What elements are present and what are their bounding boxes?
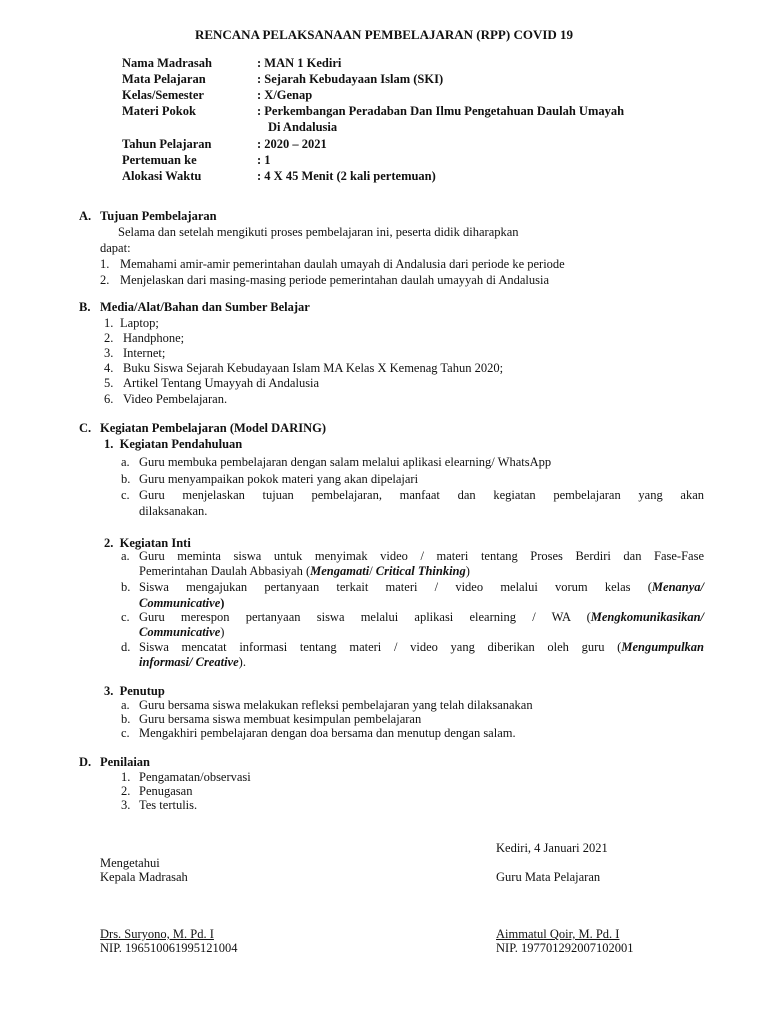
text: Guru merespon pertanyaan siswa melalui aplikasi elearning / WA ( — [139, 610, 591, 624]
identity-row — [122, 168, 436, 184]
document-title: RENCANA PELAKSANAAN PEMBELAJARAN (RPP) COVID 19 — [194, 27, 574, 42]
subsection-number: 2. — [104, 536, 114, 550]
list-marker: b. — [121, 712, 131, 726]
list-item: Guru menjelaskan tujuan pembelajaran, manfaat dan kegiatan pembelajaran yang akan — [139, 488, 704, 502]
list-number: 1. — [100, 257, 110, 271]
keyword: Menanya/ — [651, 580, 704, 594]
subsection-number: 1. — [104, 437, 114, 451]
identity-value: : 4 X 45 Menit (2 kali pertemuan) — [257, 169, 436, 183]
keyword: Communicative — [139, 596, 221, 610]
section-b-heading — [79, 299, 310, 315]
keyword: Mengamati — [310, 564, 370, 578]
teacher-nip: NIP. 197701292007102001 — [496, 941, 634, 955]
list-number: 6. — [104, 392, 114, 406]
list-item: Memahami amir-amir pemerintahan daulah umayah di Andalusia dari periode ke periode — [120, 257, 565, 271]
list-marker: a. — [121, 455, 130, 469]
keyword: Critical Thinking — [375, 564, 466, 578]
list-number: 2. — [104, 331, 114, 345]
section-title: Tujuan Pembelajaran — [100, 209, 217, 223]
identity-value: : Sejarah Kebudayaan Islam (SKI) — [257, 72, 444, 86]
list-number: 5. — [104, 376, 114, 390]
list-item: Handphone; — [123, 331, 185, 345]
section-a-heading — [79, 208, 217, 224]
acknowledged-label: Mengetahui — [100, 856, 160, 870]
list-item: Pengamatan/observasi — [139, 770, 251, 784]
list-item: Laptop; — [120, 316, 159, 330]
identity-row — [122, 152, 271, 168]
list-number: 2. — [121, 784, 131, 798]
subsection-title: Kegiatan Pendahuluan — [119, 437, 243, 451]
list-marker: b. — [121, 580, 131, 594]
principal-nip: NIP. 196510061995121004 — [100, 941, 238, 955]
section-letter: D. — [79, 755, 92, 769]
list-item: Guru membuka pembelajaran dengan salam melalui aplikasi elearning/ WhatsApp — [139, 455, 552, 469]
list-item: Penugasan — [139, 784, 193, 798]
list-number: 3. — [104, 346, 114, 360]
section-d-heading — [79, 754, 150, 770]
identity-key: Nama Madrasah — [122, 56, 212, 70]
identity-value: : Perkembangan Peradaban Dan Ilmu Pengetahuan Daulah Umayah — [257, 104, 625, 118]
identity-value-continuation: Di Andalusia — [268, 120, 338, 134]
identity-row — [122, 136, 327, 152]
list-marker: d. — [121, 640, 131, 654]
identity-value: : 2020 – 2021 — [257, 137, 327, 151]
list-item-cont — [139, 563, 470, 579]
section-c-heading — [79, 420, 326, 436]
principal-role: Kepala Madrasah — [100, 870, 188, 884]
list-item: Mengakhiri pembelajaran dengan doa bersama dan menutup dengan salam. — [139, 726, 516, 740]
section-a-intro: Selama dan setelah mengikuti proses pembelajaran ini, peserta didik diharapkan — [118, 225, 519, 239]
list-item-cont — [139, 654, 246, 670]
section-letter: A. — [79, 209, 92, 223]
subsection-title: Penutup — [119, 684, 165, 698]
list-marker: c. — [121, 610, 130, 624]
text: ) — [220, 596, 225, 610]
subsection-title: Kegiatan Inti — [119, 536, 191, 550]
text: ) — [220, 625, 225, 639]
list-marker: a. — [121, 698, 130, 712]
principal-name: Drs. Suryono, M. Pd. I — [100, 927, 214, 941]
section-title: Penilaian — [100, 755, 151, 769]
list-number: 1. — [121, 770, 131, 784]
list-marker: c. — [121, 726, 130, 740]
list-item-cont — [139, 624, 224, 640]
list-marker: a. — [121, 549, 130, 563]
identity-row — [122, 87, 312, 103]
identity-key: Mata Pelajaran — [122, 72, 206, 86]
list-item: Guru bersama siswa membuat kesimpulan pembelajaran — [139, 712, 422, 726]
section-letter: B. — [79, 300, 91, 314]
identity-row — [122, 103, 624, 119]
list-item — [139, 579, 704, 595]
list-item: Video Pembelajaran. — [123, 392, 228, 406]
section-title: Media/Alat/Bahan dan Sumber Belajar — [100, 300, 310, 314]
keyword: informasi/ Creative — [139, 655, 239, 669]
list-number: 1. — [104, 316, 114, 330]
list-number: 3. — [121, 798, 131, 812]
list-number: 4. — [104, 361, 114, 375]
list-item: Guru meminta siswa untuk menyimak video / materi tentang Proses Berdiri dan Fase-Fase — [139, 549, 704, 563]
identity-row — [122, 55, 341, 71]
identity-key: Pertemuan ke — [122, 153, 197, 167]
list-item: Tes tertulis. — [139, 798, 198, 812]
identity-value: : 1 — [257, 153, 271, 167]
identity-key: Materi Pokok — [122, 104, 196, 118]
place-date: Kediri, 4 Januari 2021 — [496, 841, 608, 855]
text: / — [369, 564, 376, 578]
text: Pemerintahan Daulah Abbasiyah ( — [139, 564, 311, 578]
list-item-cont: dilaksanakan. — [139, 504, 208, 518]
text: ) — [465, 564, 470, 578]
list-number: 2. — [100, 273, 110, 287]
section-a-intro-cont: dapat: — [100, 241, 131, 255]
identity-key: Tahun Pelajaran — [122, 137, 212, 151]
identity-key: Kelas/Semester — [122, 88, 204, 102]
list-item — [139, 609, 704, 625]
list-item: Guru menyampaikan pokok materi yang akan dipelajari — [139, 472, 419, 486]
keyword: Mengumpulkan — [621, 640, 704, 654]
list-item — [139, 639, 704, 655]
keyword: Communicative — [139, 625, 221, 639]
teacher-name: Aimmatul Qoir, M. Pd. I — [496, 927, 620, 941]
list-item: Menjelaskan dari masing-masing periode pemerintahan daulah umayyah di Andalusia — [120, 273, 550, 287]
identity-row — [122, 71, 443, 87]
list-marker: b. — [121, 472, 131, 486]
list-item: Internet; — [123, 346, 166, 360]
text: Siswa mengajukan pertanyaan terkait materi / video melalui vorum kelas ( — [139, 580, 652, 594]
identity-value: : X/Genap — [257, 88, 313, 102]
subsection-heading — [104, 436, 242, 452]
list-item: Buku Siswa Sejarah Kebudayaan Islam MA Kelas X Kemenag Tahun 2020; — [123, 361, 504, 375]
text: ). — [238, 655, 246, 669]
section-letter: C. — [79, 421, 92, 435]
text: Siswa mencatat informasi tentang materi / video yang diberikan oleh guru ( — [139, 640, 622, 654]
list-item: Guru bersama siswa melakukan refleksi pembelajaran yang telah dilaksanakan — [139, 698, 533, 712]
list-marker: c. — [121, 488, 130, 502]
identity-value: : MAN 1 Kediri — [257, 56, 342, 70]
list-item: Artikel Tentang Umayyah di Andalusia — [123, 376, 320, 390]
subsection-number: 3. — [104, 684, 114, 698]
keyword: Mengkomunikasikan/ — [590, 610, 704, 624]
section-title: Kegiatan Pembelajaran (Model DARING) — [100, 421, 327, 435]
identity-key: Alokasi Waktu — [122, 169, 202, 183]
teacher-role: Guru Mata Pelajaran — [496, 870, 601, 884]
